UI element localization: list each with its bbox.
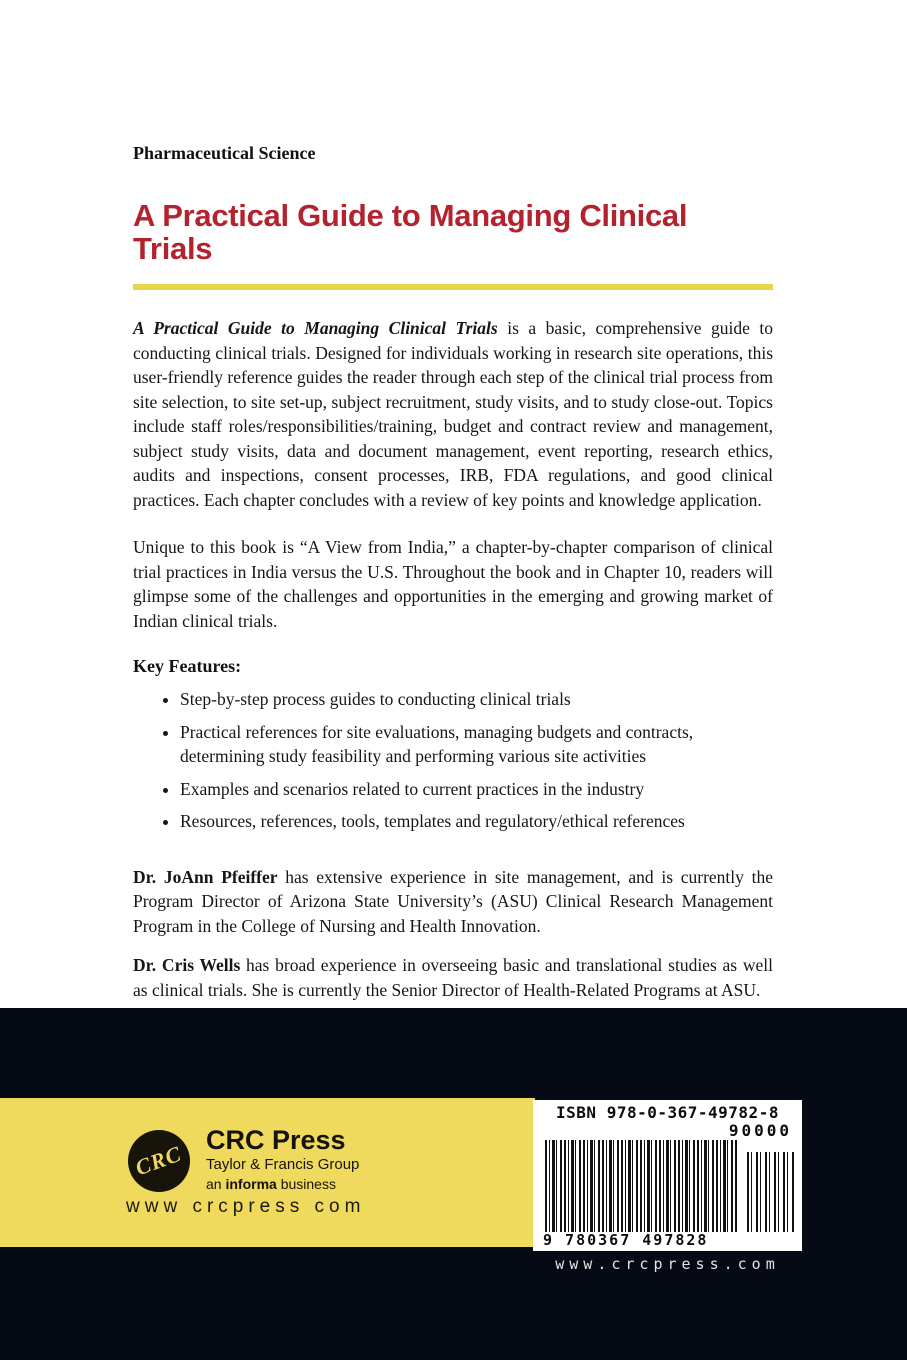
india-paragraph: Unique to this book is “A View from India,” a chapter-by-chapter comparison of clinical trial practices in India versus the U.S. Throughout the book and in Chapter 10, readers will glimpse some of the challenges and opportunities in the emerging and growing market of Indian clinical trials.	[133, 537, 773, 631]
publisher-business-line	[206, 1176, 359, 1193]
isbn-label: ISBN 978-0-367-49782-8	[556, 1103, 779, 1122]
crc-press-logo-icon	[128, 1130, 190, 1192]
list-item: • Resources, references, tools, templates and regulatory/ethical references	[180, 809, 773, 834]
footer-band	[0, 1008, 907, 1360]
business-suffix: business	[276, 1176, 336, 1192]
barcode-addon	[747, 1152, 795, 1232]
barcode	[545, 1140, 737, 1232]
publisher-group: Taylor & Francis Group	[206, 1156, 360, 1173]
publisher-band	[0, 1098, 535, 1247]
author-bio	[133, 953, 773, 1002]
barcode-panel	[533, 1100, 802, 1251]
crc-monogram: CRC	[132, 1140, 186, 1181]
book-title: A Practical Guide to Managing Clinical Trials	[133, 198, 688, 266]
description-body: is a basic, comprehensive guide to conducting clinical trials. Designed for individuals working in research site operations, this user-friendly reference guides the reader through each step of the clinical trial process from site selection, to site set-up, subject recruitment, study visits, and to study close-out. Topics include staff roles/responsibilities/training, budget and contract review and management, subject study visits, data and document management, event reporting, research ethics, audits and inspections, consent processes, IRB, FDA regulations, and good clinical practices. Each chapter concludes with a review of key points and knowledge application.	[133, 318, 773, 510]
list-item: • Examples and scenarios related to current practices in the industry	[180, 777, 773, 802]
list-item: • Step-by-step process guides to conducting clinical trials	[180, 687, 773, 712]
author-bio-text: has extensive experience in site management, and is currently the Program Director of Arizona State University’s (ASU) Clinical Research Management Program in the College of Nursing and Health Innovation.	[133, 866, 773, 936]
footer-website: www.crcpress.com	[555, 1255, 780, 1273]
description-lead-title: A Practical Guide to Managing Clinical Trials	[133, 318, 498, 338]
author-bio-text: has broad experience in overseeing basic and translational studies as well as clinical trials. She is currently the Senior Director of Health-Related Programs at ASU.	[133, 955, 773, 1000]
category-label: Pharmaceutical Science	[133, 143, 316, 163]
author-bio	[133, 865, 773, 939]
key-features-heading: Key Features:	[133, 656, 242, 676]
author-name: Dr. JoAnn Pfeiffer	[133, 866, 278, 887]
list-item: • Practical references for site evaluations, managing budgets and contracts, determining study feasibility and performing various site activities	[180, 720, 773, 769]
publisher-name: CRC Press	[206, 1125, 346, 1155]
publisher-website: www crcpress com	[126, 1196, 366, 1217]
yellow-divider	[133, 284, 773, 290]
business-prefix: an	[206, 1176, 226, 1192]
ean-digits: 9 780367 497828	[543, 1231, 709, 1249]
publisher-text-block	[206, 1126, 359, 1193]
key-features-list	[133, 687, 773, 834]
business-bold: informa	[225, 1176, 277, 1192]
author-name: Dr. Cris Wells	[133, 955, 241, 975]
barcode-price-code: 90000	[728, 1121, 792, 1140]
description-paragraph	[133, 316, 773, 512]
